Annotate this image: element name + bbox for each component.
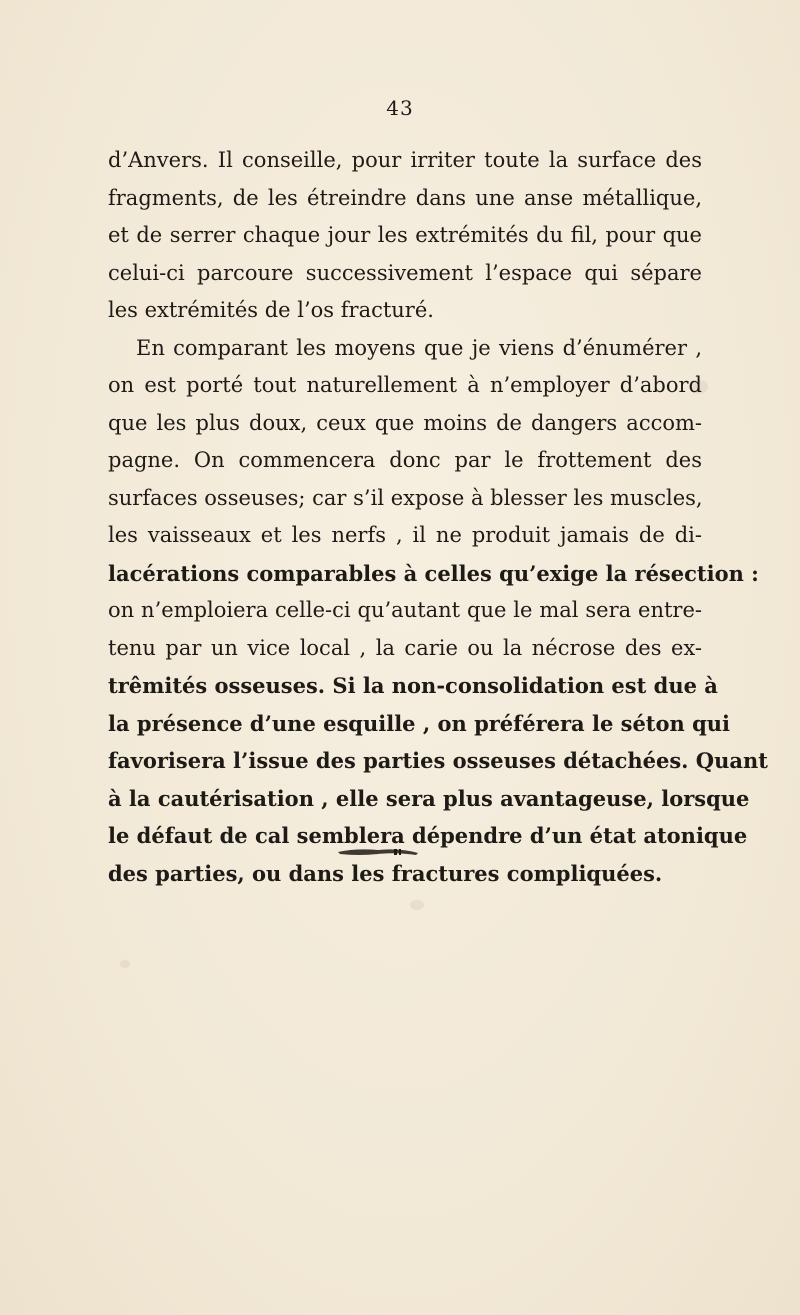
text-line: favorisera l’issue des parties osseuses détachées. Quant	[108, 748, 768, 773]
text-line: on n’emploiera celle-ci qu’autant que le mal sera entre-	[108, 598, 702, 622]
body-text	[108, 142, 768, 892]
text-line: on est porté tout naturellement à n’employer d’abord	[108, 373, 702, 397]
text-line: trêmités osseuses. Si la non-consolidation est due à	[108, 673, 718, 698]
text-line: lacérations comparables à celles qu’exige la résection :	[108, 560, 759, 586]
text-line: à la cautérisation , elle sera plus avantageuse, lorsque	[108, 785, 750, 811]
paper-stain	[410, 900, 424, 910]
text-line: les vaisseaux et les nerfs , il ne produit jamais de di-	[108, 523, 702, 547]
paper-stain	[120, 960, 130, 968]
text-line: celui-ci parcoure successivement l’espace qui sépare	[108, 260, 702, 285]
text-line: et de serrer chaque jour les extrémités du fil, pour que	[108, 223, 702, 247]
text-line: des parties, ou dans les fractures compliquées.	[108, 860, 663, 886]
text-line: tenu par un vice local , la carie ou la nécrose des ex-	[108, 635, 702, 660]
text-line: d’Anvers. Il conseille, pour irriter toute la surface des	[108, 148, 702, 172]
text-line: En comparant les moyens que je viens d’énumérer ,	[136, 335, 702, 360]
text-line: les extrémités de l’os fracturé.	[108, 298, 434, 322]
text-line: la présence d’une esquille , on préférera le séton qui	[108, 710, 731, 736]
end-ornament	[336, 846, 420, 858]
page-number: 43	[386, 96, 414, 120]
text-line: pagne. On commencera donc par le frottement des	[108, 448, 702, 472]
text-line: le défaut de cal semblera dépendre d’un état atonique	[108, 823, 748, 848]
text-line: que les plus doux, ceux que moins de dangers accom-	[108, 410, 702, 435]
text-line: surfaces osseuses; car s’il expose à blesser les muscles,	[108, 485, 703, 510]
text-line: fragments, de les étreindre dans une anse métallique,	[108, 185, 702, 210]
